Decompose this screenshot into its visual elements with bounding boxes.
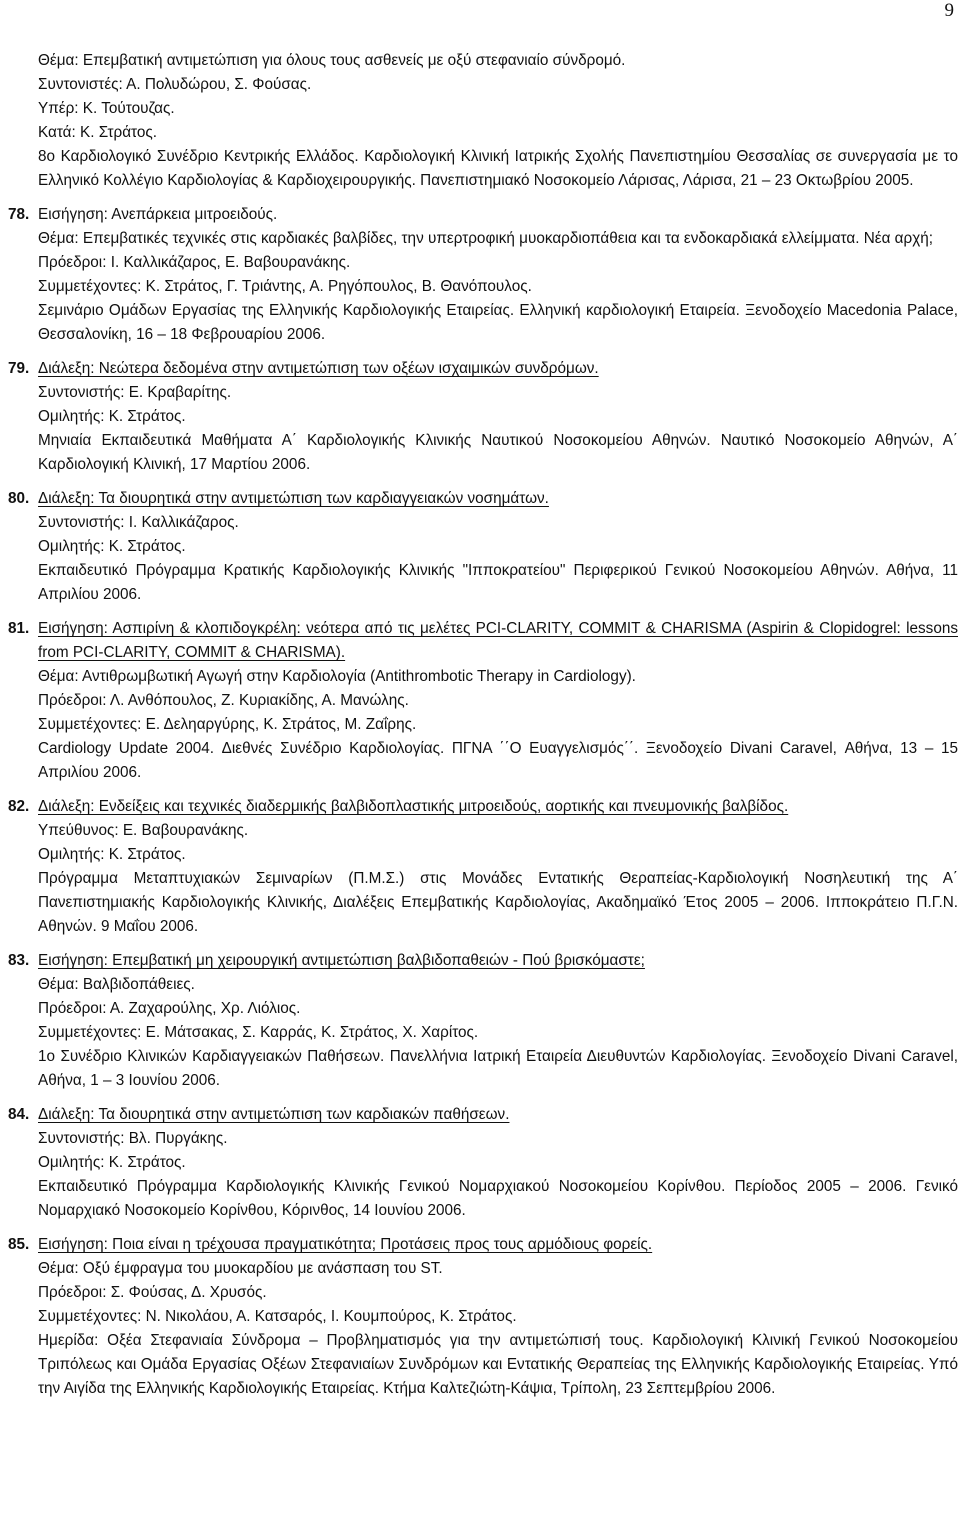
entry-line: Πρόεδροι: Α. Ζαχαρούλης, Χρ. Λιόλιος. — [38, 1000, 301, 1017]
list-item — [8, 357, 958, 477]
entry-number: 85. — [8, 1236, 30, 1253]
entry-title: Διάλεξη: Νεώτερα δεδομένα στην αντιμετώπιση των οξέων ισχαιμικών συνδρόμων. — [38, 360, 599, 377]
entry-line: Πρόγραμμα Μεταπτυχιακών Σεμιναρίων (Π.Μ.Σ.) στις Μονάδες Εντατικής Θεραπείας-Καρδιολογική Νοσηλευτική της Α΄ Πανεπιστημιακής Καρδιολογικής Κλινικής, Διαλέξεις Επεμβατικής Καρδιολογίας, Ακαδημαϊκό Έτος 2005 – 2006. Ιπποκράτειο Π.Γ.Ν. Αθηνών. 9 Μαΐου 2006. — [38, 870, 958, 935]
entry-number: 80. — [8, 490, 30, 507]
entry-line: Συμμετέχοντες: Κ. Στράτος, Γ. Τριάντης, Α. Ρηγόπουλος, Β. Θανόπουλος. — [38, 278, 532, 295]
list-item — [8, 487, 958, 607]
entry-text — [38, 1233, 958, 1401]
entry-number: 83. — [8, 952, 30, 969]
entry-line: Ομιλητής: Κ. Στράτος. — [38, 846, 186, 863]
entry-line: Θέμα: Αντιθρωμβωτική Αγωγή στην Καρδιολογία (Antithrombotic Therapy in Cardiology). — [38, 668, 636, 685]
list-item — [8, 1103, 958, 1223]
entry-line: Ομιλητής: Κ. Στράτος. — [38, 1154, 186, 1171]
entry-title: Διάλεξη: Ενδείξεις και τεχνικές διαδερμικής βαλβιδοπλαστικής μιτροειδούς, αορτικής και πνευμονικής βαλβίδος. — [38, 798, 789, 815]
entry-text — [38, 1103, 958, 1223]
entry-text — [38, 949, 958, 1093]
entry-text — [38, 795, 958, 939]
entry-number — [8, 49, 38, 193]
entry-line: Σεμινάριο Ομάδων Εργασίας της Ελληνικής Καρδιολογικής Εταιρείας. Ελληνική καρδιολογική Εταιρεία. Ξενοδοχείο Macedonia Palace, Θεσσαλονίκη, 16 – 18 Φεβρουαρίου 2006. — [38, 302, 958, 343]
entry-title: Εισήγηση: Ασπιρίνη & κλοπιδογκρέλη: νεότερα από τις μελέτες PCI-CLARITY, COMMIT & CHARISMA (Aspirin & Clopidogrel: lessons from PCI-CLARITY, COMMIT & CHARISMA). — [38, 620, 958, 661]
entry-text — [38, 357, 958, 477]
entry-title: Διάλεξη: Τα διουρητικά στην αντιμετώπιση των καρδιαγγειακών νοσημάτων. — [38, 490, 549, 507]
entry-line: Υπεύθυνος: Ε. Βαβουρανάκης. — [38, 822, 249, 839]
entry-line: Πρόεδροι: Ι. Καλλικάζαρος, Ε. Βαβουρανάκης. — [38, 254, 351, 271]
intro-line: 8ο Καρδιολογικό Συνέδριο Κεντρικής Ελλάδος. Καρδιολογική Κλινική Ιατρικής Σχολής Πανεπιστημίου Θεσσαλίας σε συνεργασία με το Ελληνικό Κολλέγιο Καρδιολογίας & Καρδιοχειρουργικής. Πανεπιστημιακό Νοσοκομείο Λάρισας, Λάρισα, 21 – 23 Οκτωβρίου 2005. — [38, 148, 958, 189]
entry-line: Εκπαιδευτικό Πρόγραμμα Καρδιολογικής Κλινικής Γενικού Νομαρχιακού Νοσοκομείου Κορίνθου. Περίοδος 2005 – 2006. Γενικό Νομαρχιακό Νοσοκομείο Κορίνθου, Κόρινθος, 14 Ιουνίου 2006. — [38, 1178, 958, 1219]
entry-line: Συντονιστής: Ε. Κραβαρίτης. — [38, 384, 232, 401]
entry-line: Ομιλητής: Κ. Στράτος. — [38, 408, 186, 425]
entry-text — [38, 203, 958, 347]
document-body — [8, 49, 958, 1411]
list-item — [8, 795, 958, 939]
entry-line: Πρόεδροι: Λ. Ανθόπουλος, Ζ. Κυριακίδης, Α. Μανώλης. — [38, 692, 409, 709]
entry-number: 79. — [8, 360, 30, 377]
list-item — [8, 203, 958, 347]
entry-line: Εκπαιδευτικό Πρόγραμμα Κρατικής Καρδιολογικής Κλινικής "Ιπποκρατείου" Περιφερικού Γενικού Νοσοκομείου Αθηνών. Αθήνα, 11 Απριλίου 2006. — [38, 562, 958, 603]
entry-line: Cardiology Update 2004. Διεθνές Συνέδριο Καρδιολογίας. ΠΓΝΑ ΄΄Ο Ευαγγελισμός΄΄. Ξενοδοχείο Divani Caravel, Αθήνα, 13 – 15 Απριλίου 2006. — [38, 740, 958, 781]
page-number: 9 — [944, 0, 954, 21]
entry-line: Θέμα: Οξύ έμφραγμα του μυοκαρδίου με ανάσπαση του ST. — [38, 1260, 443, 1277]
entry-line: Συμμετέχοντες: Ε. Δεληαργύρης, Κ. Στράτος, Μ. Ζαΐρης. — [38, 716, 417, 733]
entry-number: 84. — [8, 1106, 30, 1123]
entry-number: 82. — [8, 798, 30, 815]
entry-number: 78. — [8, 206, 30, 223]
intro-line: Συντονιστές: Α. Πολυδώρου, Σ. Φούσας. — [38, 76, 312, 93]
entry-line: Συντονιστής: Ι. Καλλικάζαρος. — [38, 514, 239, 531]
intro-line: Θέμα: Επεμβατική αντιμετώπιση για όλους τους ασθενείς με οξύ στεφανιαίο σύνδρομό. — [38, 52, 626, 69]
intro-block — [8, 49, 958, 193]
intro-line: Κατά: Κ. Στράτος. — [38, 124, 157, 141]
entry-text — [38, 617, 958, 785]
intro-line: Υπέρ: Κ. Τούτουζας. — [38, 100, 175, 117]
entry-line: Ομιλητής: Κ. Στράτος. — [38, 538, 186, 555]
list-item — [8, 617, 958, 785]
entry-text — [38, 487, 958, 607]
intro-text — [38, 49, 958, 193]
entry-number: 81. — [8, 620, 30, 637]
entry-line: 1ο Συνέδριο Κλινικών Καρδιαγγειακών Παθήσεων. Πανελλήνια Ιατρική Εταιρεία Διευθυντών Καρδιολογίας. Ξενοδοχείο Divani Caravel, Αθήνα, 1 – 3 Ιουνίου 2006. — [38, 1048, 958, 1089]
entry-line: Μηνιαία Εκπαιδευτικά Μαθήματα Α΄ Καρδιολογικής Κλινικής Ναυτικού Νοσοκομείου Αθηνών. Ναυτικό Νοσοκομείο Αθηνών, Α΄ Καρδιολογική Κλινική, 17 Μαρτίου 2006. — [38, 432, 958, 473]
entry-line: Θέμα: Βαλβιδοπάθειες. — [38, 976, 195, 993]
entry-line: Πρόεδροι: Σ. Φούσας, Δ. Χρυσός. — [38, 1284, 267, 1301]
entry-line: Ημερίδα: Οξέα Στεφανιαία Σύνδρομα – Προβληματισμός για την αντιμετώπισή τους. Καρδιολογική Κλινική Γενικού Νοσοκομείου Τριπόλεως και Ομάδα Εργασίας Οξέων Στεφανιαίων Συνδρόμων και Εντατικής Θεραπείας της Ελληνικής Καρδιολογικής Εταιρείας. Υπό την Αιγίδα της Ελληνικής Καρδιολογικής Εταιρείας. Κτήμα Καλτεζιώτη-Κάψια, Τρίπολη, 23 Σεπτεμβρίου 2006. — [38, 1332, 958, 1397]
entry-title: Εισήγηση: Επεμβατική μη χειρουργική αντιμετώπιση βαλβιδοπαθειών - Πού βρισκόμαστε; — [38, 952, 645, 969]
entry-line: Συμμετέχοντες: Ε. Μάτσακας, Σ. Καρράς, Κ. Στράτος, Χ. Χαρίτος. — [38, 1024, 479, 1041]
entry-title: Εισήγηση: Ποια είναι η τρέχουσα πραγματικότητα; Προτάσεις προς τους αρμόδιους φορείς. — [38, 1236, 653, 1253]
entry-line: Συντονιστής: Βλ. Πυργάκης. — [38, 1130, 228, 1147]
entry-line: Θέμα: Επεμβατικές τεχνικές στις καρδιακές βαλβίδες, την υπερτροφική μυοκαρδιοπάθεια και τα ενδοκαρδιακά ελλείμματα. Νέα αρχή; — [38, 230, 934, 247]
entry-title: Διάλεξη: Τα διουρητικά στην αντιμετώπιση των καρδιακών παθήσεων. — [38, 1106, 510, 1123]
list-item — [8, 1233, 958, 1401]
entry-title: Εισήγηση: Ανεπάρκεια μιτροειδούς. — [38, 206, 278, 223]
entries-list — [8, 203, 958, 1401]
entry-line: Συμμετέχοντες: Ν. Νικολάου, Α. Κατσαρός, Ι. Κουμπούρος, Κ. Στράτος. — [38, 1308, 517, 1325]
list-item — [8, 949, 958, 1093]
